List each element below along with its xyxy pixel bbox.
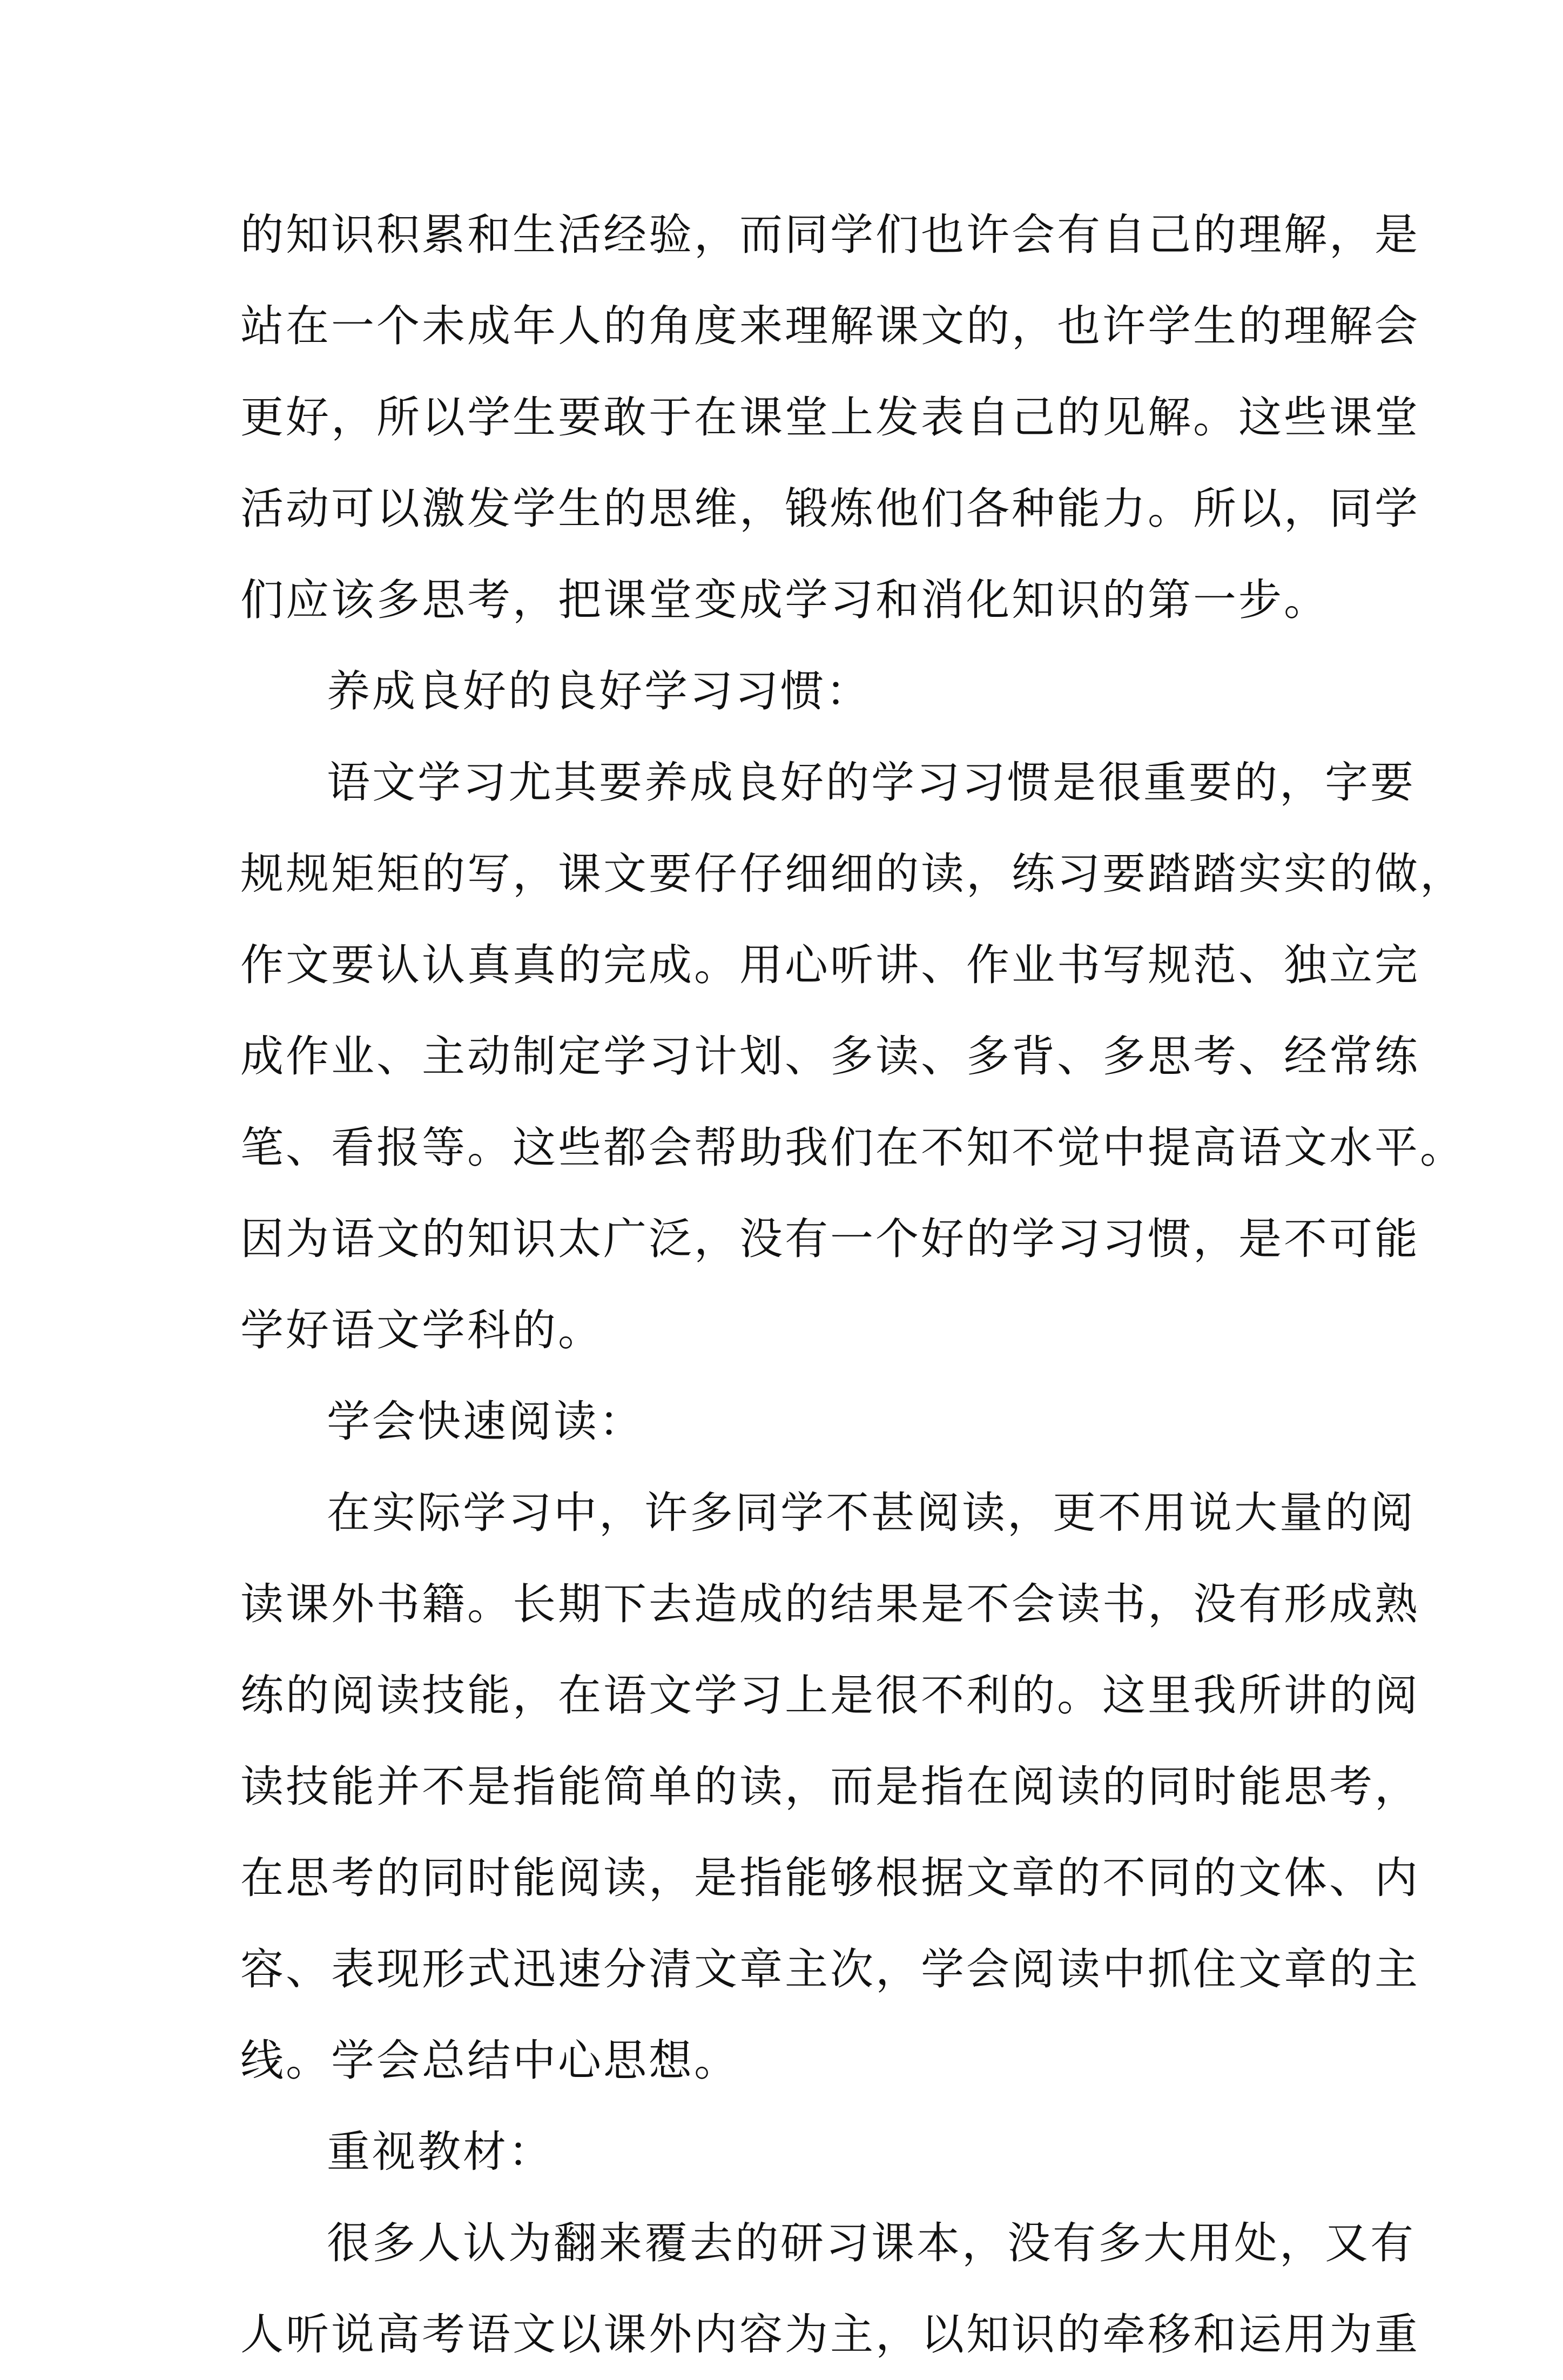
text-line: 作文要认认真真的完成。用心听讲、作业书写规范、独立完 xyxy=(240,940,1420,990)
text-line: 读技能并不是指能简单的读，而是指在阅读的同时能思考， xyxy=(240,1762,1420,1812)
text-line: 学会快速阅读： xyxy=(327,1396,644,1447)
text-line: 读课外书籍。长期下去造成的结果是不会读书，没有形成熟 xyxy=(240,1579,1420,1629)
text-line: 练的阅读技能，在语文学习上是很不利的。这里我所讲的阅 xyxy=(240,1670,1420,1720)
text-line: 们应该多思考，把课堂变成学习和消化知识的第一步。 xyxy=(240,575,1329,625)
text-line: 笔、看报等。这些都会帮助我们在不知不觉中提高语文水平。 xyxy=(240,1122,1465,1173)
text-line: 容、表现形式迅速分清文章主次，学会阅读中抓住文章的主 xyxy=(240,1944,1420,1994)
text-line: 成作业、主动制定学习计划、多读、多背、多思考、经常练 xyxy=(240,1031,1420,1081)
text-line: 在思考的同时能阅读，是指能够根据文章的不同的文体、内 xyxy=(240,1853,1420,1903)
text-line: 学好语文学科的。 xyxy=(240,1305,603,1355)
text-line: 很多人认为翻来覆去的研习课本，没有多大用处，又有 xyxy=(327,2218,1416,2268)
text-line: 在实际学习中，许多同学不甚阅读，更不用说大量的阅 xyxy=(327,1488,1416,1538)
text-line: 语文学习尤其要养成良好的学习习惯是很重要的，字要 xyxy=(327,757,1416,808)
body-text xyxy=(240,189,1465,2380)
text-line: 更好，所以学生要敢于在课堂上发表自己的见解。这些课堂 xyxy=(240,392,1420,442)
text-line: 人听说高考语文以课外内容为主，以知识的牵移和运用为重 xyxy=(240,2309,1420,2359)
text-line: 的知识积累和生活经验，而同学们也许会有自己的理解，是 xyxy=(240,210,1420,260)
text-line: 养成良好的良好学习习惯： xyxy=(327,666,871,716)
text-line: 活动可以激发学生的思维，锻炼他们各种能力。所以，同学 xyxy=(240,483,1420,534)
text-line: 因为语文的知识太广泛，没有一个好的学习习惯，是不可能 xyxy=(240,1214,1420,1264)
text-line: 线。学会总结中心思想。 xyxy=(240,2035,739,2086)
text-line: 重视教材： xyxy=(327,2127,554,2177)
text-line: 站在一个未成年人的角度来理解课文的，也许学生的理解会 xyxy=(240,301,1420,351)
text-line: 规规矩矩的写，课文要仔仔细细的读，练习要踏踏实实的做， xyxy=(240,849,1465,899)
